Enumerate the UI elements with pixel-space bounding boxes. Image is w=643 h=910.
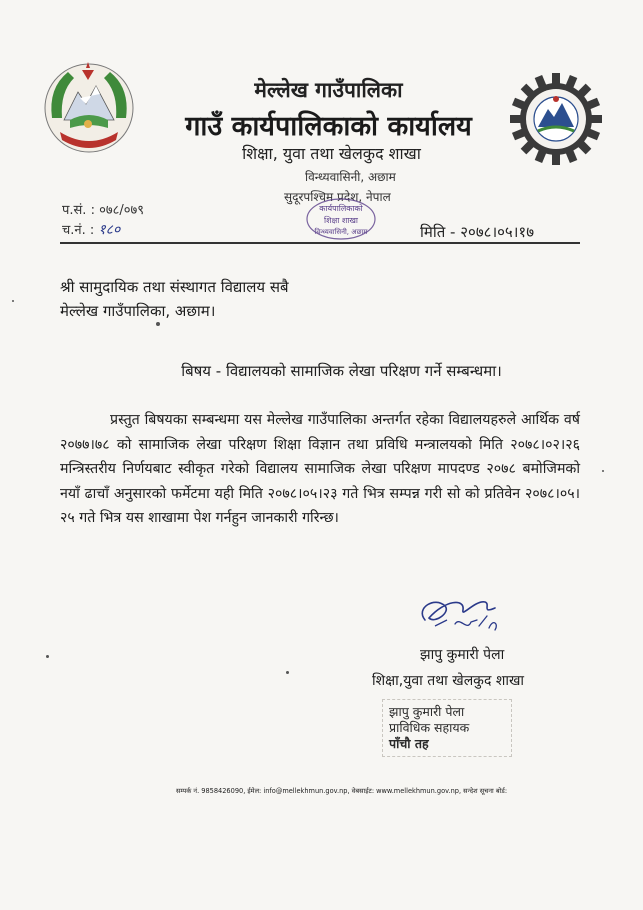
office-name: गाउँ कार्यपालिकाको कार्यालय xyxy=(185,111,472,142)
office-province: सुदूरपश्चिम प्रदेश, नेपाल xyxy=(284,190,391,204)
stamp-line-2: शिक्षा शाखा xyxy=(324,216,358,225)
seal-title: प्राविधिक सहायक xyxy=(389,720,470,735)
ps-value: ०७८/०७९ xyxy=(99,203,145,218)
stamp-line-3: विन्ध्यवासिनी, अछाम xyxy=(314,228,368,236)
letter-body: प्रस्तुत बिषयका सम्बन्धमा यस मेल्लेख गाउँपालिका अन्तर्गत रहेका विद्यालयहरुले आर्थिक वर्ष २०७७।७८ को सामाजिक लेखा परिक्षण शिक्षा विज्ञान तथा प्रविधि मन्त्रालयको मिति २०७८।०२।२६ मन्त्रिस्तरीय निर्णयबाट स्वीकृत गरेको विद्यालय सामाजिक लेखा परिक्षण मापदण्ड २०७८ बमोजिमको नयाँ ढाचाँ अनुसारको फर्मेटमा यही मिति २०७८।०५।२३ गते भित्र सम्पन्न गरी सो को प्रतिवेन २०७८।०५।२५ गते भित्र यस शाखामा पेश गर्नहुन जानकारी गरिन्छ। xyxy=(60,412,580,526)
paper-speck xyxy=(12,300,14,302)
paper-speck xyxy=(46,655,49,658)
letter-subject: बिषय - विद्यालयको सामाजिक लेखा परिक्षण गर्ने सम्बन्धमा। xyxy=(181,362,502,380)
header-divider xyxy=(60,242,580,244)
paper-speck xyxy=(602,470,604,472)
letter-footer: सम्पर्क नं. 9858426090, ईमेल: info@mellekhmun.gov.np, वेबसाईट: www.mellekhmun.gov.np, सन्देश सूचना बोर्ड: xyxy=(175,787,508,795)
paper-speck xyxy=(156,322,160,326)
recipient-line-1: श्री सामुदायिक तथा संस्थागत विद्यालय सबै xyxy=(60,278,289,296)
office-stamp xyxy=(305,196,377,242)
municipality-name: मेल्लेख गाउँपालिका xyxy=(254,78,403,102)
patra-sankhya xyxy=(62,200,144,218)
paper-speck xyxy=(286,671,289,674)
seal-place: पाँचौ तह xyxy=(389,736,429,751)
designation-seal xyxy=(382,699,512,757)
branch-name: शिक्षा, युवा तथा खेलकुद शाखा xyxy=(242,144,421,163)
signatory-name: झापु कुमारी पेला xyxy=(420,647,505,663)
cn-label: च.नं. : xyxy=(62,223,95,238)
cn-value: १८० xyxy=(98,222,121,238)
ps-label: प.सं. : xyxy=(62,203,95,218)
office-location: विन्ध्यवासिनी, अछाम xyxy=(305,170,396,184)
signatory-office: शिक्षा,युवा तथा खेलकुद शाखा xyxy=(372,673,525,689)
seal-name: झापु कुमारी पेला xyxy=(389,704,465,719)
chalani-number xyxy=(62,220,120,239)
handwritten-signature xyxy=(405,590,505,642)
letter-date: मिति - २०७८।०५।१७ xyxy=(420,223,535,241)
stamp-line-1: कार्यपालिकाको xyxy=(319,204,363,213)
recipient-line-2: मेल्लेख गाउँपालिका, अछाम। xyxy=(60,302,216,320)
